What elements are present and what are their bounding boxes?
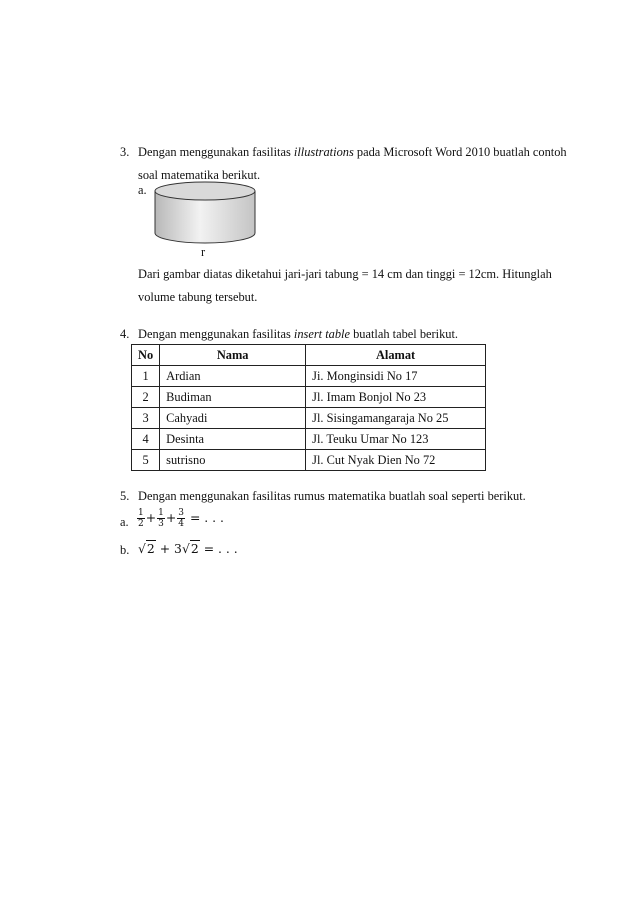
table-row <box>132 429 486 450</box>
q5-a-label: a. <box>120 515 129 529</box>
cell-nama: Budiman <box>160 387 306 408</box>
header-no: No <box>132 345 160 366</box>
table-row <box>132 387 486 408</box>
cell-alamat: Jl. Teuku Umar No 123 <box>306 429 486 450</box>
q4-number: 4. <box>120 327 130 341</box>
q5-a-expression: $\frac{1}{2}$ + $\frac{1}{3}$ + $\frac{3}{4}$ = . . . <box>138 508 224 529</box>
square-root: √2 <box>138 541 155 556</box>
cell-nama: Ardian <box>160 366 306 387</box>
table-row <box>132 366 486 387</box>
cell-alamat: Jl. Imam Bonjol No 23 <box>306 387 486 408</box>
cell-alamat: Ji. Monginsidi No 17 <box>306 366 486 387</box>
header-alamat: Alamat <box>306 345 486 366</box>
cell-no: 4 <box>132 429 160 450</box>
q3-line1: Dengan menggunakan fasilitas illustrations pada Microsoft Word 2010 buatlah contoh <box>138 145 567 159</box>
q5-line: Dengan menggunakan fasilitas rumus matematika buatlah soal seperti berikut. <box>138 489 526 503</box>
cell-no: 2 <box>132 387 160 408</box>
header-nama: Nama <box>160 345 306 366</box>
cell-nama: Desinta <box>160 429 306 450</box>
cell-no: 1 <box>132 366 160 387</box>
q3-paragraph-line1: Dari gambar diatas diketahui jari-jari tabung = 14 cm dan tinggi = 12cm. Hitunglah <box>138 267 552 281</box>
radius-label: r <box>201 245 206 259</box>
table-row <box>132 408 486 429</box>
q3-sub-a-label: a. <box>138 183 147 197</box>
q5-b-expression: √2 + 3√2 = . . . <box>138 541 238 556</box>
fraction: $\frac{1}{3}$ <box>158 508 164 529</box>
cell-no: 3 <box>132 408 160 429</box>
q3-number: 3. <box>120 145 130 159</box>
q3-line2: soal matematika berikut. <box>138 168 261 182</box>
fraction: $\frac{3}{4}$ <box>178 508 184 529</box>
cell-nama: Cahyadi <box>160 408 306 429</box>
table-row <box>132 450 486 471</box>
fraction: $\frac{1}{2}$ <box>138 508 144 529</box>
q5-b-label: b. <box>120 543 130 557</box>
cylinder-illustration <box>150 180 260 250</box>
table-header-row <box>132 345 486 366</box>
cell-nama: sutrisno <box>160 450 306 471</box>
cell-no: 5 <box>132 450 160 471</box>
q5-number: 5. <box>120 489 130 503</box>
square-root: √2 <box>181 541 199 556</box>
data-table <box>131 344 486 471</box>
cell-alamat: Jl. Sisingamangaraja No 25 <box>306 408 486 429</box>
cell-alamat: Jl. Cut Nyak Dien No 72 <box>306 450 486 471</box>
q3-paragraph-line2: volume tabung tersebut. <box>138 290 258 304</box>
q4-line: Dengan menggunakan fasilitas insert table buatlah tabel berikut. <box>138 327 459 341</box>
